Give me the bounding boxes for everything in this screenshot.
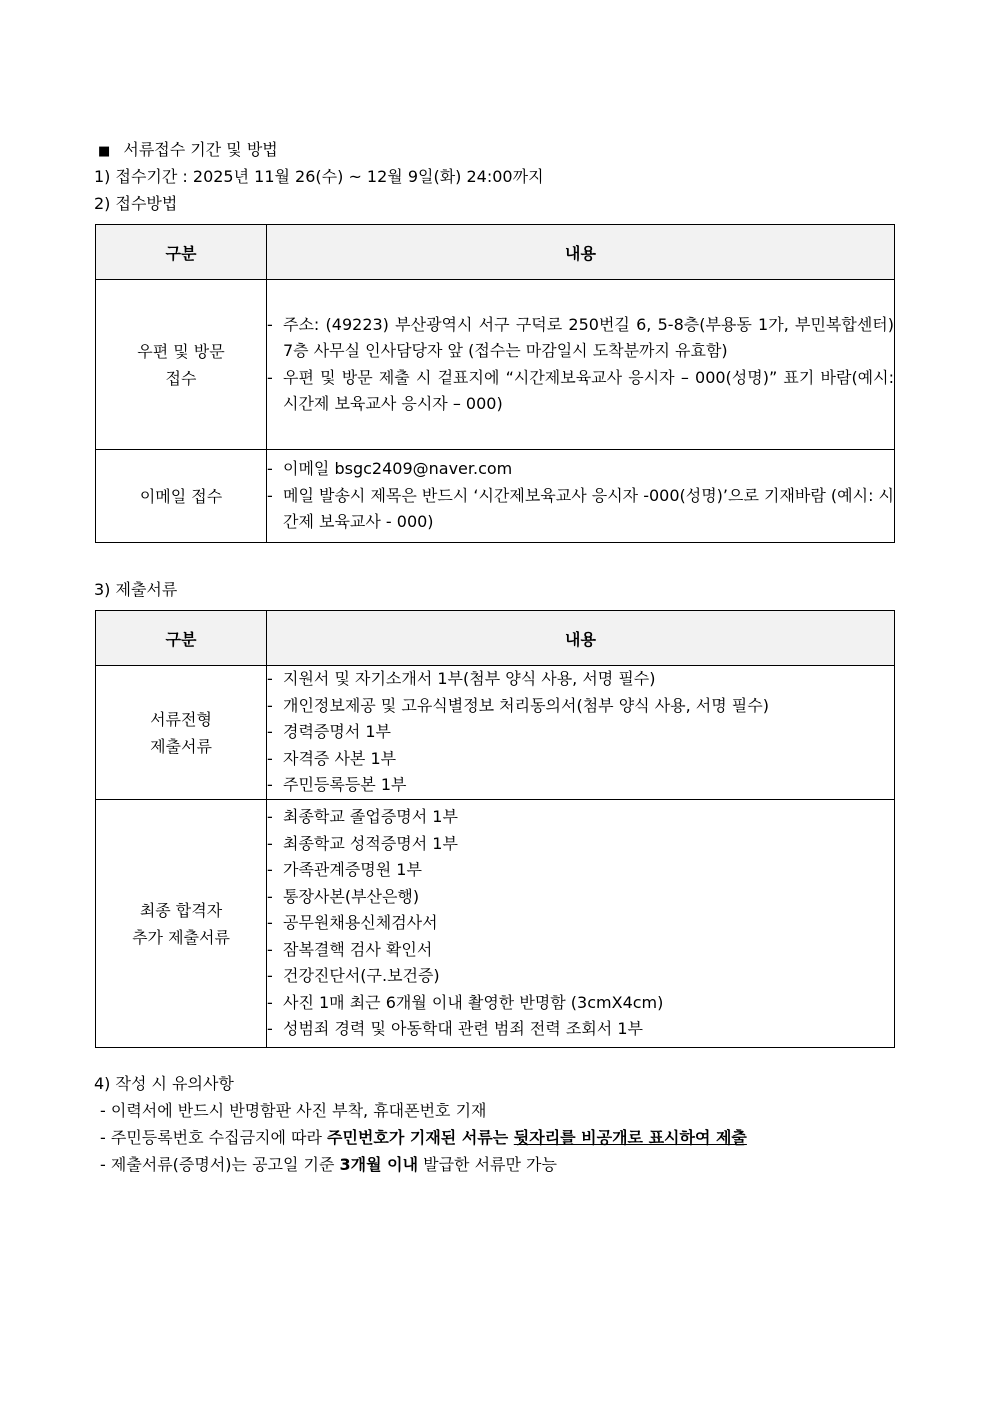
list-item: - 최종학교 성적증명서 1부: [267, 833, 458, 853]
list-item: - 메일 발송시 제목은 반드시 ‘시간제보육교사 응시자 -000(성명)’으로 기재바람 (예시: 시간제 보육교사 - 000): [267, 485, 894, 532]
square-bullet-icon: ■: [98, 144, 111, 159]
row-content: [267, 450, 895, 543]
header-category: 구분: [96, 225, 267, 280]
row-category: [96, 280, 267, 450]
note-text: 발급한 서류만 가능: [418, 1155, 557, 1174]
note-item: [100, 1124, 747, 1151]
note-emphasis: 3개월 이내: [339, 1155, 419, 1174]
row-content: [267, 800, 895, 1048]
list-item: - 개인정보제공 및 고유식별정보 처리동의서(첨부 양식 사용, 서명 필수): [267, 695, 769, 715]
notes-title: 4) 작성 시 유의사항: [94, 1074, 234, 1093]
table-header-row: [96, 611, 895, 666]
table-row: [96, 666, 895, 800]
category-line: 추가 제출서류: [132, 927, 230, 947]
list-item: - 잠복결핵 검사 확인서: [267, 939, 433, 959]
row-category: [96, 450, 267, 543]
section-heading: [98, 137, 278, 165]
table-row: [96, 450, 895, 543]
table-header-row: [96, 225, 895, 280]
list-item: - 최종학교 졸업증명서 1부: [267, 807, 458, 827]
row-content: [267, 666, 895, 800]
row-content: [267, 280, 895, 450]
category-line: 우편 및 방문: [137, 341, 225, 361]
category-line: 서류전형: [150, 709, 212, 729]
row-category: [96, 800, 267, 1048]
category-line: 이메일 접수: [139, 486, 223, 506]
list-item: - 지원서 및 자기소개서 1부(첨부 양식 사용, 서명 필수): [267, 669, 656, 689]
list-item: - 자격증 사본 1부: [267, 748, 397, 768]
application-period: 1) 접수기간 : 2025년 11월 26(수) ~ 12월 9일(화) 24:00까지: [94, 167, 544, 186]
list-item: - 가족관계증명원 1부: [267, 860, 422, 880]
list-item: - 경력증명서 1부: [267, 722, 392, 742]
category-line: 제출서류: [150, 736, 212, 756]
method-title: 2) 접수방법: [94, 194, 178, 213]
notes-list: [100, 1097, 747, 1178]
documents-table: [95, 610, 895, 1048]
list-item: - 주소: (49223) 부산광역시 서구 구덕로 250번길 6, 5-8층(부용동 1가, 부민복합센터) 7층 사무실 인사담당자 앞 (접수는 마감일시 도착분까지 유효함): [267, 314, 894, 360]
category-line: 최종 합격자: [139, 900, 223, 920]
list-item: - 주민등록등본 1부: [267, 775, 407, 795]
list-item: - 공무원채용신체검사서: [267, 913, 438, 933]
row-category: [96, 666, 267, 800]
method-table: [95, 224, 895, 543]
list-item: - 통장사본(부산은행): [267, 886, 420, 906]
docs-title: 3) 제출서류: [94, 580, 178, 599]
list-item: - 우편 및 방문 제출 시 겉표지에 “시간제보육교사 응시자 – 000(성명)” 표기 바람(예시: 시간제 보육교사 응시자 – 000): [267, 367, 894, 413]
header-category: 구분: [96, 611, 267, 666]
table-row: [96, 800, 895, 1048]
note-emphasis-underlined: 뒷자리를 비공개로 표시하여 제출: [513, 1128, 747, 1147]
note-emphasis: 주민번호가 기재된 서류는: [327, 1128, 514, 1147]
list-item: - 사진 1매 최근 6개월 이내 촬영한 반명함 (3cmX4cm): [267, 992, 664, 1012]
list-item: - 성범죄 경력 및 아동학대 관련 범죄 전력 조회서 1부: [267, 1019, 643, 1039]
section-title: 서류접수 기간 및 방법: [123, 140, 278, 159]
table-row: [96, 280, 895, 450]
note-item: - 이력서에 반드시 반명함판 사진 부착, 휴대폰번호 기재: [100, 1101, 487, 1120]
note-text: - 제출서류(증명서)는 공고일 기준: [100, 1155, 340, 1174]
list-item: - 건강진단서(구.보건증): [267, 966, 440, 986]
category-line: 접수: [165, 368, 197, 388]
header-content: 내용: [267, 611, 895, 666]
note-item: [100, 1151, 747, 1178]
list-item: - 이메일 bsgc2409@naver.com: [267, 459, 513, 479]
header-content: 내용: [267, 225, 895, 280]
note-text: - 주민등록번호 수집금지에 따라: [100, 1128, 328, 1147]
